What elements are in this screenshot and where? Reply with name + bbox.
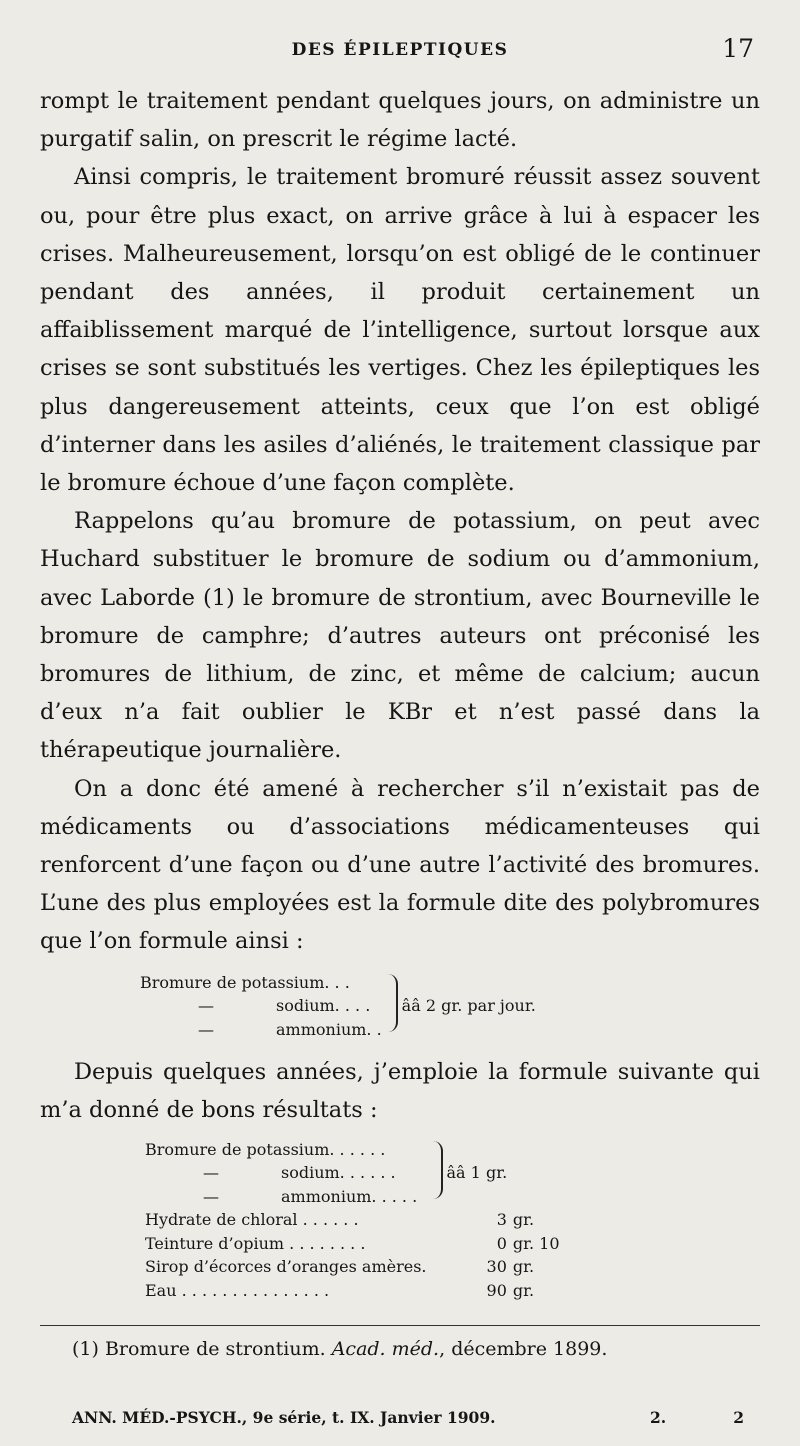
unit: gr.	[512, 1280, 535, 1300]
ingredient: — ammonium. . . . .	[203, 1186, 418, 1206]
ingredient: Eau . . . . . . . . . . . . . . .	[145, 1280, 330, 1300]
formula-row	[145, 1255, 560, 1279]
unit: gr. 10	[512, 1233, 560, 1253]
formula-row	[145, 1138, 560, 1162]
paragraph: Rappelons qu’au bromure de potassium, on peut avec Huchard substituer le bromure de sodium ou d’ammonium, avec Laborde (1) le bromure de strontium, avec Bourneville le bromure de camphre; d’autres auteurs ont préconisé les bromures de lithium, de zinc, et même de calcium; aucun d’eux n’a fait oublier le KBr et n’est passé dans la thérapeutique journalière.	[40, 508, 760, 764]
quantity: 3	[496, 1210, 507, 1230]
body-text	[40, 82, 760, 1316]
ingredient: Sirop d’écorces d’oranges amères.	[145, 1257, 427, 1277]
ingredient: — ammonium. .	[198, 1019, 382, 1039]
unit: gr.	[512, 1257, 535, 1277]
paragraph: Depuis quelques années, j’emploie la formule suivante qui m’a donné de bons résultats :	[40, 1059, 760, 1124]
formula-row	[145, 1232, 560, 1256]
page-number: 17	[722, 34, 754, 63]
ingredient: Bromure de potassium. . .	[140, 972, 350, 992]
paragraph: On a donc été amené à rechercher s’il n’existait pas de médicaments ou d’associations médicamenteuses qui renforcent d’une façon ou d’une autre l’activité des bromures. L’une des plus employées est la formule dite des polybromures que l’on formule ainsi :	[40, 775, 760, 955]
dose: ââ 2 gr. par jour.	[401, 996, 536, 1016]
paragraph: Ainsi compris, le traitement bromuré réussit assez souvent ou, pour être plus exact, on arrive grâce à lui à espacer les crises. Malheureusement, lorsqu’on est obligé de le continuer pendant des années, il produit certainement un affaiblissement marqué de l’intelligence, surtout lorsque aux crises se sont substitués les vertiges. Chez les épileptiques les plus dangereusement atteints, ceux que l’on est obligé d’interner dans les asiles d’aliénés, le traitement classique par le bromure échoue d’une façon complète.	[40, 164, 760, 497]
signature-number: 2.	[650, 1408, 667, 1427]
formula-row	[140, 971, 536, 995]
ingredient: — sodium. . . . . .	[203, 1163, 396, 1183]
quantity: 30	[486, 1257, 507, 1277]
footnote-date: , décembre 1899.	[439, 1338, 608, 1360]
page-footer	[72, 1408, 752, 1427]
footnote-journal: Acad. méd.	[331, 1338, 440, 1360]
ingredient: Bromure de potassium. . . . . .	[145, 1139, 386, 1159]
footnote-marker: (1)	[72, 1338, 99, 1360]
quantity: 90	[486, 1280, 507, 1300]
page-header	[40, 34, 760, 70]
formula-table	[145, 1138, 560, 1303]
brace	[382, 971, 402, 1042]
footnote	[72, 1338, 607, 1360]
ingredient: Teinture d’opium . . . . . . . .	[145, 1233, 366, 1253]
ingredient: Hydrate de chloral . . . . . .	[145, 1210, 359, 1230]
footer-citation: ANN. MÉD.-PSYCH., 9e série, t. IX. Janvier 1909.	[72, 1408, 496, 1427]
ingredient: — sodium. . . .	[198, 996, 371, 1016]
running-title: DES ÉPILEPTIQUES	[291, 40, 509, 60]
formula-row	[145, 1279, 560, 1303]
polybromide-formula	[140, 971, 760, 1042]
paragraph: rompt le traitement pendant quelques jours, on administre un purgatif salin, on prescrit le régime lacté.	[40, 88, 760, 153]
brace	[427, 1138, 447, 1209]
quantity: 0	[496, 1233, 507, 1253]
dose: ââ 1 gr.	[446, 1163, 508, 1183]
footnote-text: Bromure de strontium.	[98, 1338, 332, 1360]
author-formula	[145, 1138, 760, 1303]
sheet-number: 2	[733, 1408, 744, 1427]
footnote-divider	[40, 1325, 760, 1326]
formula-table	[140, 971, 536, 1042]
formula-row	[145, 1208, 560, 1232]
unit: gr.	[512, 1210, 535, 1230]
